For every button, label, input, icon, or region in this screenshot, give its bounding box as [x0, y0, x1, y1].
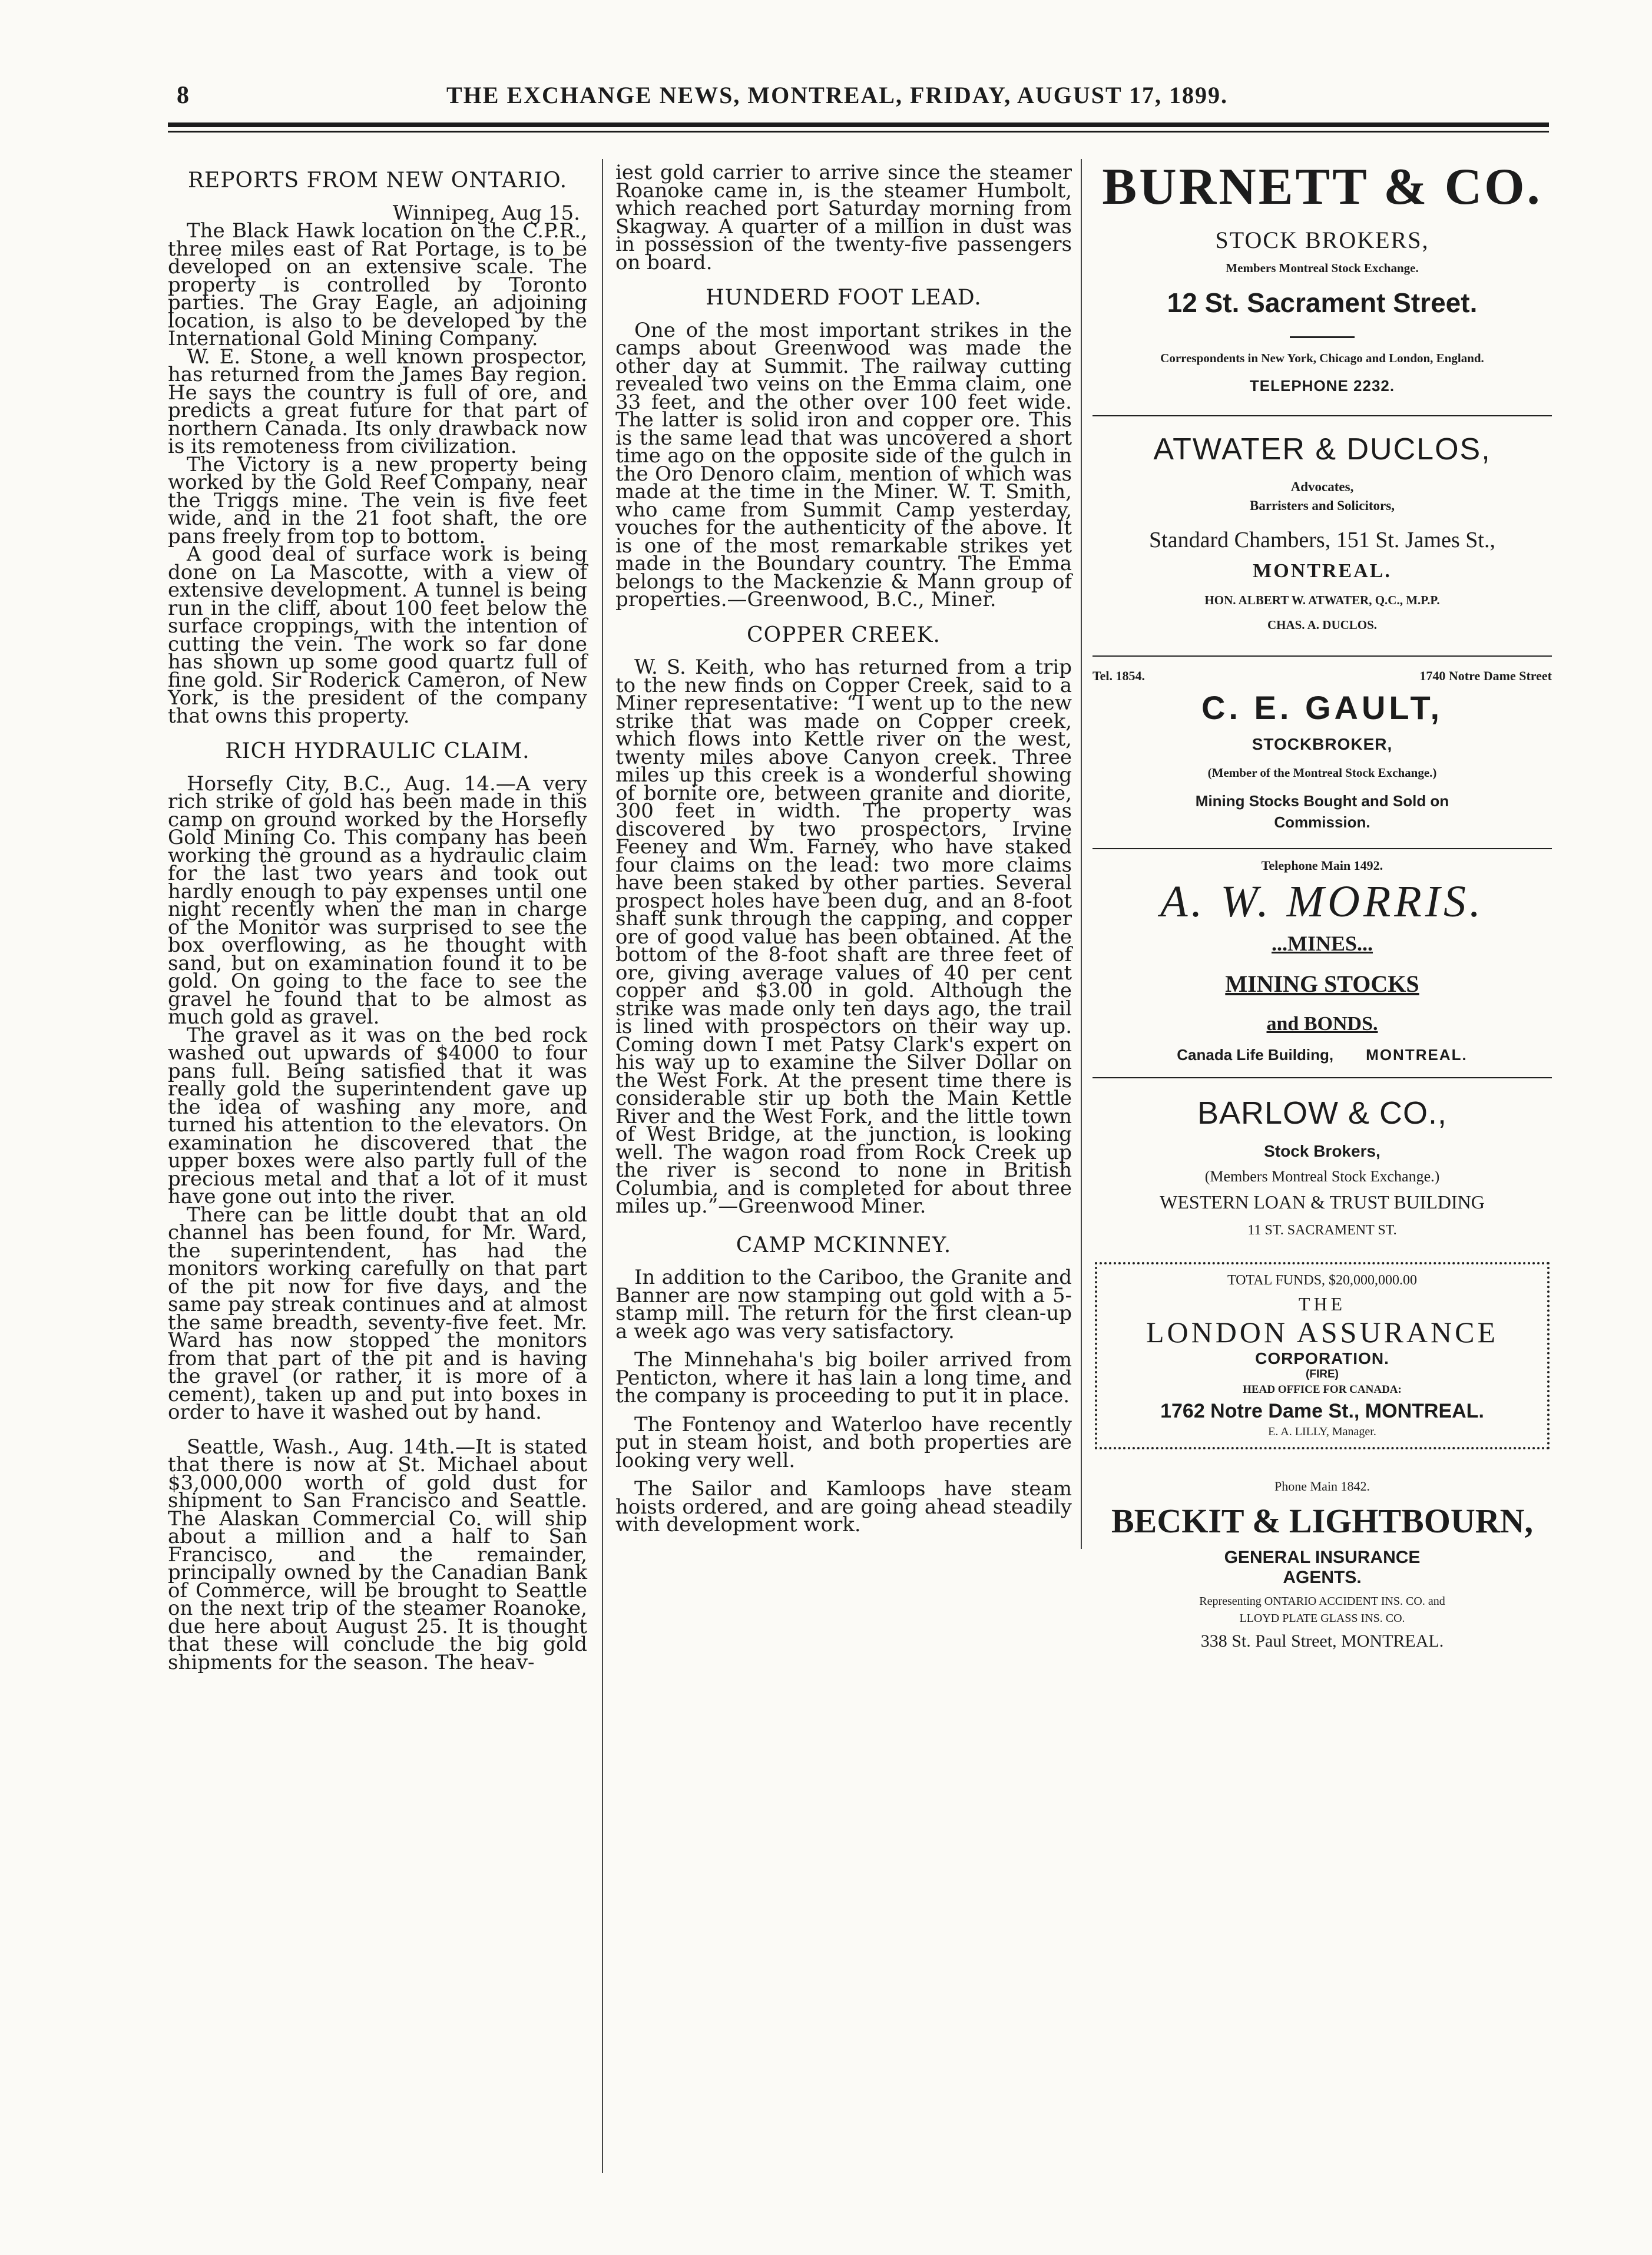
ad-line: and BONDS. [1266, 1013, 1378, 1035]
article-paragraph: A good deal of surface work is being done on La Mascotte, with a view of extensive development. A tunnel is being run in the cliff, about 100 feet below the surface croppings, with the intention of cutting the vein. The work so far done has shown up some good quartz full of fine gold. Sir Roderick Cameron, of New York, is the president of the company that owns this property. [168, 542, 587, 728]
ad-line: Representing ONTARIO ACCIDENT INS. CO. and [1199, 1595, 1445, 1608]
ad-phone: Phone Main 1842. [1274, 1479, 1370, 1494]
article-heading: HUNDERD FOOT LEAD. [706, 286, 982, 310]
column-2 [615, 161, 1072, 1537]
ad-address: Standard Chambers, 151 St. James St., [1149, 528, 1495, 552]
ad-line: AGENTS. [1283, 1568, 1362, 1587]
ad-title: ATWATER & DUCLOS, [1153, 432, 1491, 466]
ad-tel: Telephone Main 1492. [1261, 858, 1383, 873]
ad-tel: Tel. 1854. [1092, 668, 1146, 683]
ad-address: Canada Life Building, [1177, 1046, 1334, 1064]
article-heading: COPPER CREEK. [747, 622, 941, 647]
advertisements-column [1092, 159, 1552, 1651]
ad-partner: HON. ALBERT W. ATWATER, Q.C., M.P.P. [1204, 593, 1440, 607]
ad-city: MONTREAL. [1253, 560, 1392, 582]
article-heading: REPORTS FROM NEW ONTARIO. [187, 168, 568, 193]
ad-line: GENERAL INSURANCE [1224, 1548, 1421, 1567]
ad-line: Correspondents in New York, Chicago and London, England. [1160, 351, 1484, 365]
ad-line: HEAD OFFICE FOR CANADA: [1243, 1383, 1402, 1396]
ad-line: LLOYD PLATE GLASS INS. CO. [1239, 1612, 1405, 1625]
ad-line: STOCK BROKERS, [1215, 227, 1429, 253]
ad-london-assurance [1095, 1262, 1550, 1449]
ad-gault [1092, 668, 1552, 833]
ad-address: 1762 Notre Dame St., MONTREAL. [1160, 1400, 1484, 1422]
header-rule-thin [168, 131, 1549, 133]
ad-title: LONDON ASSURANCE [1146, 1316, 1499, 1349]
ad-line: STOCKBROKER, [1252, 735, 1393, 753]
ad-line: Members Montreal Stock Exchange. [1226, 261, 1419, 275]
ad-title: BURNETT & CO. [1102, 158, 1542, 216]
article-paragraph: The gravel as it was on the bed rock washed out upwards of $4000 to four pans full. Being satisfied that it was really gold the superintendent gave up the idea of washing any more, and turned his attention to the elevators. On examination he discovered that the upper boxes were also partly full of the precious metal and that a lot of it must have gone out into the river. [168, 1023, 587, 1208]
ad-line: TOTAL FUNDS, $20,000,000.00 [1227, 1273, 1418, 1288]
ad-title: BECKIT & LIGHTBOURN, [1111, 1502, 1534, 1540]
article-paragraph: The Black Hawk location on the C.P.R., three miles east of Rat Portage, is to be developed on an extensive scale. The property is controlled by Toronto parties. The Gray Eagle, an adjoining location, is also to be developed by the International Gold Mining Company. [168, 219, 587, 350]
ad-line: MINING STOCKS [1225, 971, 1419, 997]
ad-title: BARLOW & CO., [1197, 1095, 1448, 1131]
article-paragraph: One of the most important strikes in the camps about Greenwood was made the other day at Summit. The railway cutting revealed two veins on the Emma claim, one 33 feet, and the other over 100 feet wide. The latter is solid iron and copper ore. This is the same lead that was uncovered a short time ago on the opposite side of the gulch in the Oro Denoro claim, mention of which was made at the time in the Miner. W. T. Smith, who came from Summit Camp yesterday, vouches for the authenticity of the above. It is one of the most remarkable strikes yet made in the Boundary country. The Emma belongs to the Mackenzie & Mann group of properties.—Greenwood, B.C., Miner. [615, 318, 1072, 611]
header-rule [168, 122, 1549, 127]
column-1 [168, 164, 587, 1674]
ad-line: Advocates, [1290, 479, 1354, 494]
ad-line: ...MINES... [1271, 932, 1373, 955]
page-number: 8 [177, 82, 190, 109]
article-paragraph: In addition to the Cariboo, the Granite and Banner are now stamping out gold with a 5-stamp mill. The return for the first clean-up a week ago was very satisfactory. [615, 1266, 1072, 1343]
ad-line: THE [1298, 1293, 1346, 1314]
article-paragraph: W. E. Stone, a well known prospector, has returned from the James Bay region. He says the country is full of ore, and predicts a great future for that part of northern Canada. Its only drawback now is its remoteness from civilization. [168, 345, 587, 458]
ad-barlow [1092, 1095, 1552, 1239]
ad-morris [1092, 856, 1552, 1064]
page-header [106, 75, 1561, 122]
ad-beckit [1092, 1479, 1552, 1651]
article-heading: CAMP MCKINNEY. [736, 1233, 952, 1257]
ad-title: C. E. GAULT, [1201, 689, 1444, 726]
ad-line: (Members Montreal Stock Exchange.) [1204, 1168, 1440, 1185]
dateline: Winnipeg, Aug 15. [392, 201, 580, 225]
ad-line: E. A. LILLY, Manager. [1268, 1425, 1376, 1438]
article-paragraph: Horsefly City, B.C., Aug. 14.—A very rich strike of gold has been made in this camp on ground worked by the Horsefly Gold Mining Co. This company has been working the ground as a hydraulic claim for the last two years and took out hardly enough to pay expenses until one night recently when the man in charge of the Monitor was surprised to see the box overflowing, as he thought with sand, but on examination found it to be gold. On going to the face to see the gravel he found that to be almost as much gold as gravel. [168, 771, 587, 1029]
article-paragraph: The Fontenoy and Waterloo have recently put in steam hoist, and both properties are looking very well. [615, 1412, 1072, 1472]
column-divider [1081, 159, 1082, 1549]
ad-line: 11 ST. SACRAMENT ST. [1247, 1223, 1397, 1238]
article-paragraph: There can be little doubt that an old channel has been found, for Mr. Ward, the superintendent, has had the monitors working carefully on that part of the pit now for five days, and the same pay streak continues and at almost the same breadth, seventy-five feet. Mr. Ward has now stopped the monitors from that part of the pit and is having the gravel (or rather, it is more of a cement), taken up and put into boxes in order to have it washed out by hand. [168, 1203, 587, 1424]
ad-line: Stock Brokers, [1264, 1142, 1380, 1160]
ad-line: Mining Stocks Bought and Sold on Commission. [1195, 792, 1449, 831]
ad-address: 1740 Notre Dame Street [1419, 668, 1552, 683]
article-paragraph: iest gold carrier to arrive since the steamer Roanoke came in, is the steamer Humbolt, which reached port Saturday morning from Skagway. A quarter of a million in dust was in possession of the twenty-five passengers on board. [615, 161, 1072, 274]
article-paragraph: The Sailor and Kamloops have steam hoists ordered, and are going ahead steadily with development work. [615, 1477, 1072, 1537]
ad-city: MONTREAL. [1366, 1046, 1468, 1064]
article-paragraph: The Minnehaha's big boiler arrived from Penticton, where it has lain a long time, and the company is proceeding to put it in place. [615, 1348, 1072, 1408]
article-paragraph: Seattle, Wash., Aug. 14th.—It is stated that there is now at St. Michael about $3,000,000 worth of gold dust for shipment to San Francisco and Seattle. The Alaskan Commercial Co. will ship about a million and a half to San Francisco, and the remainder, principally owned by the Canadian Bank of Commerce, will be brought to Seattle on the next trip of the steamer Roanoke, due here about August 25. It is thought that these will conclude the big gold shipments for the season. The heav- [168, 1435, 587, 1674]
ad-phone: TELEPHONE 2232. [1249, 377, 1395, 395]
column-divider [602, 159, 603, 2173]
ad-line: CORPORATION. [1255, 1349, 1389, 1367]
ad-address: 338 St. Paul Street, MONTREAL. [1200, 1631, 1444, 1651]
article-heading: RICH HYDRAULIC CLAIM. [225, 739, 530, 763]
article-paragraph: W. S. Keith, who has returned from a trip to the new finds on Copper Creek, said to a Miner representative: “I went up to the new strike that was made on Copper creek, which flows into Kettle river on the west, twenty miles above Canyon creek. Three miles up this creek is a wonderful showing of bornite ore, between granite and diorite, 300 feet in width. The property was discovered by two prospectors, Irvine Feeney and Wm. Farney, who have staked four claims on the lead: two more claims have been staked by other parties. Several prospect holes have been dug, and an 8-foot shaft sunk through the capping, and copper ore of good value has been obtained. At the bottom of the 8-foot shaft are three feet of ore, giving average values of 40 per cent copper and $3.00 in gold. Although the strike was made only ten days ago, the trail is lined with prospectors on their way up. Coming down I met Patsy Clark's expert on his way up to examine the Silver Dollar on the West Fork. At the present time there is considerable stir up both the Main Kettle River and the West Fork, and the little town of West Bridge, at the junction, is looking well. The wagon road from Rock Creek up the river is second to none in British Columbia, and is completed for about three miles up.”—Greenwood Miner. [615, 655, 1072, 1218]
ad-title: A. W. MORRIS. [1160, 877, 1485, 926]
ad-burnett [1092, 159, 1552, 395]
article-paragraph: The Victory is a new property being worked by the Gold Reef Company, near the Triggs mine. The vein is five feet wide, and in the 21 foot shaft, the ore pans freely from top to bottom. [168, 452, 587, 548]
masthead-title: THE EXCHANGE NEWS, MONTREAL, FRIDAY, AUGUST 17, 1899. [446, 82, 1228, 108]
ad-line: (FIRE) [1306, 1368, 1339, 1380]
ad-address: 12 St. Sacrament Street. [1167, 287, 1478, 318]
ad-partner: CHAS. A. DUCLOS. [1267, 618, 1378, 632]
ad-line: (Member of the Montreal Stock Exchange.) [1207, 766, 1437, 780]
ad-atwater [1092, 432, 1552, 634]
ad-line: WESTERN LOAN & TRUST BUILDING [1160, 1191, 1485, 1213]
ad-line: Barristers and Solicitors, [1250, 498, 1395, 513]
